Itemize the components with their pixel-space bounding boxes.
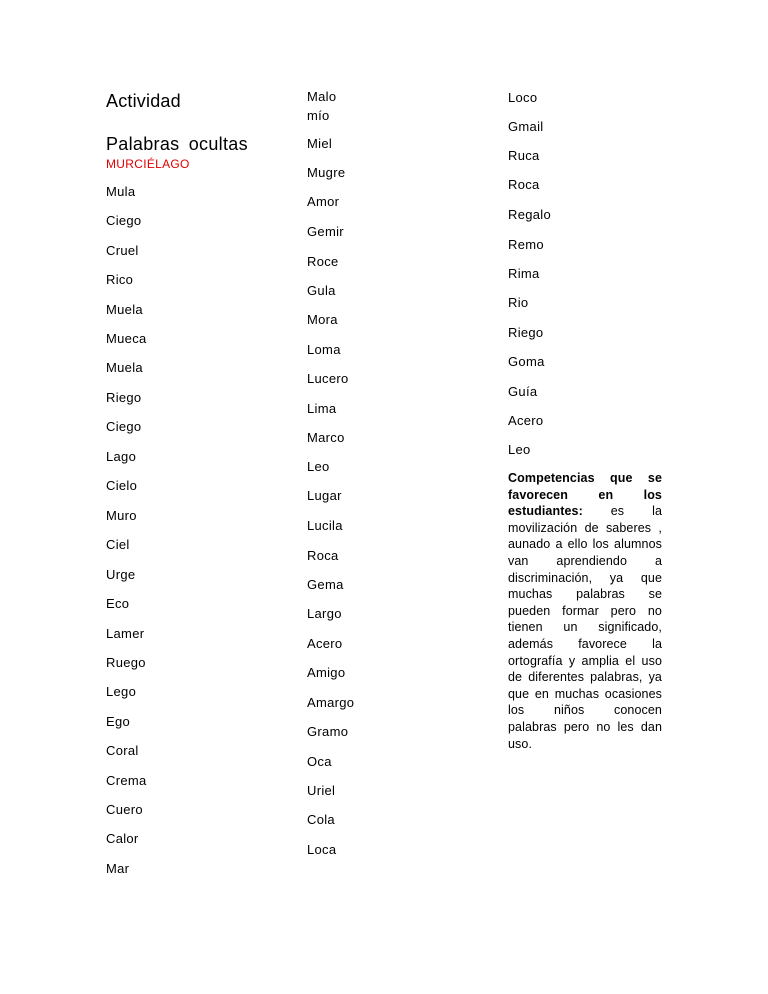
word-item: Leo [307,459,330,474]
word-item: Loco [508,90,538,105]
word-item: Ciego [106,213,142,228]
word-item: Acero [307,636,343,651]
word-item: Gula [307,283,336,298]
word-item: Muro [106,508,137,523]
word-item: Amor [307,194,340,209]
word-item: Goma [508,354,545,369]
word-item: Lucila [307,518,343,533]
word-item: Uriel [307,783,336,798]
word-item: Lego [106,684,137,699]
word-item: Lugar [307,488,342,503]
word-item: Loca [307,842,337,857]
word-item: Gmail [508,119,544,134]
word-item: Muela [106,302,143,317]
activity-subtitle: Palabras ocultas [106,134,248,154]
word-item: Lucero [307,371,349,386]
word-item: Cola [307,812,335,827]
word-item: Marco [307,430,345,445]
word-item: Rico [106,272,134,287]
word-item: Guía [508,384,538,399]
word-item: Malo [307,89,337,104]
word-item: mío [307,108,330,123]
word-item: Ciego [106,419,142,434]
word-item: Roce [307,254,339,269]
word-item: Mora [307,312,338,327]
word-item: Gramo [307,724,349,739]
word-item: Cuero [106,802,143,817]
word-item: Coral [106,743,139,758]
word-item: Mar [106,861,130,876]
word-item: Riego [106,390,142,405]
word-item: Loma [307,342,341,357]
word-item: Lima [307,401,337,416]
word-item: Lamer [106,626,145,641]
word-item: Rio [508,295,529,310]
word-item: Rima [508,266,540,281]
word-item: Mula [106,184,136,199]
word-item: Mugre [307,165,346,180]
word-item: Gema [307,577,344,592]
word-item: Remo [508,237,544,252]
word-item: Crema [106,773,147,788]
word-item: Largo [307,606,342,621]
word-item: Riego [508,325,544,340]
word-item: Eco [106,596,130,611]
word-item: Roca [508,177,540,192]
word-item: Oca [307,754,332,769]
word-item: Cielo [106,478,138,493]
word-item: Amigo [307,665,346,680]
word-item: Mueca [106,331,147,346]
activity-title: Actividad [106,91,181,111]
word-item: Cruel [106,243,139,258]
word-item: Calor [106,831,139,846]
word-item: Regalo [508,207,551,222]
word-item: Ego [106,714,131,729]
word-item: Urge [106,567,136,582]
word-item: Muela [106,360,143,375]
competencies-paragraph [508,470,662,752]
word-item: Ciel [106,537,130,552]
word-item: Lago [106,449,137,464]
word-item: Ruego [106,655,146,670]
word-item: Ruca [508,148,540,163]
word-item: Gemir [307,224,344,239]
competencies-heading: Competencias que se favorecen en los estudiantes: [508,471,662,519]
word-item: Roca [307,548,339,563]
source-word: MURCIÉLAGO [106,157,190,171]
competencies-body: es la movilización de saberes , aunado a ello los alumnos van aprendiendo a discriminación, ya que muchas palabras se pueden formar pero no tienen un significado, además favorece la ortografía y amplia el uso de diferentes palabras, ya que en muchas ocasiones los niños conocen palabras pero no les dan uso. [508,504,662,751]
word-item: Acero [508,413,544,428]
word-item: Leo [508,442,531,457]
word-item: Amargo [307,695,355,710]
word-item: Miel [307,136,333,151]
